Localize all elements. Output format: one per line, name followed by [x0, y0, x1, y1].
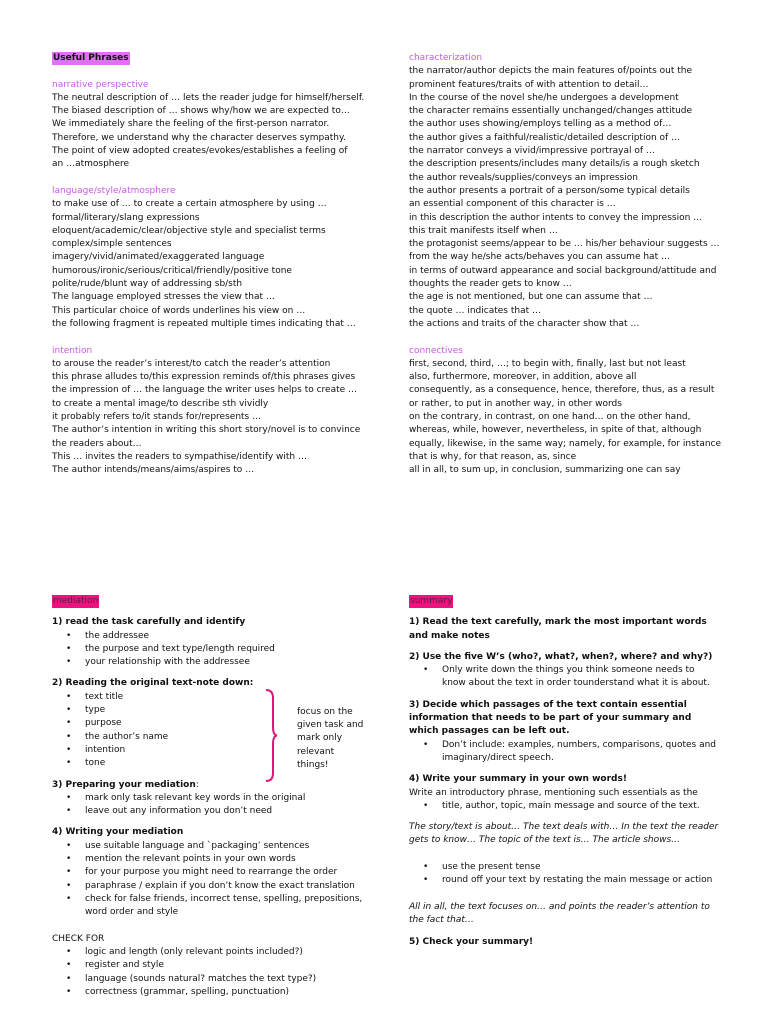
- phrase-line: The neutral description of … lets the reader judge for himself/herself.: [52, 92, 365, 103]
- phrase-line: whereas, while, however, nevertheless, in spite of that, although: [409, 425, 702, 436]
- phrase-line: it probably refers to/it stands for/represents …: [52, 412, 262, 423]
- phrase-line: an essential component of this character is …: [409, 199, 616, 210]
- phrase-line: to arouse the reader’s interest/to catch the reader’s attention: [52, 358, 331, 369]
- phrase-line: the readers about…: [52, 438, 142, 449]
- useful-phrases-title: Useful Phrases: [53, 53, 129, 63]
- summary-step-4-intro: Write an introductory phrase, mentioning such essentials as the: [409, 787, 698, 798]
- summary-step-3-heading: 3) Decide which passages of the text contain essential information that needs to be part of your summary and which passages can be left out.: [409, 699, 692, 737]
- useful-phrases-right-column: [409, 52, 729, 478]
- phrase-line: first, second, third, …; to begin with, finally, last but not least: [409, 358, 686, 369]
- continuation-text: word order and style: [85, 907, 179, 918]
- list-item: • paraphrase / explain if you don’t know the exact translation: [85, 880, 382, 893]
- phrase-line: humorous/ironic/serious/critical/friendly/positive tone: [52, 265, 292, 276]
- mediation-step-2-heading: 2) Reading the original text-note down:: [52, 678, 254, 689]
- phrase-line: The author’s intention in writing this short story/novel is to convince: [52, 425, 361, 436]
- phrase-line: an …atmosphere: [52, 159, 130, 170]
- phrase-line: The author intends/means/aims/aspires to …: [52, 465, 255, 476]
- phrase-line: the quote … indicates that …: [409, 305, 541, 316]
- phrase-line: on the contrary, in contrast, on one hand… on the other hand,: [409, 412, 691, 423]
- phrase-line: This … invites the readers to sympathise/identify with …: [52, 451, 307, 462]
- list-item: • text title: [85, 691, 382, 704]
- list-item: • tone: [85, 757, 382, 770]
- list-item: • round off your text by restating the main message or action: [442, 874, 719, 887]
- connectives-heading: connectives: [409, 345, 463, 356]
- summary-step-4-heading: 4) Write your summary in your own words!: [409, 774, 627, 785]
- list-item: • the addressee: [85, 630, 382, 643]
- list-item: • the purpose and text type/length required: [85, 643, 382, 656]
- list-item: • for your purpose you might need to rearrange the order: [85, 866, 382, 879]
- summary-example-intro: The story/text is about… The text deals with… In the text the reader gets to know… The topic of the text is… The article shows…: [409, 822, 719, 846]
- phrase-line: in this description the author intents to convey the impression …: [409, 212, 703, 223]
- phrase-line: thoughts the reader gets to know …: [409, 279, 572, 290]
- phrase-line: that is why, for that reason, as, since: [409, 451, 577, 462]
- list-item: • type: [85, 704, 382, 717]
- list-item: • use suitable language and `packaging’ sentences: [85, 840, 382, 853]
- phrase-line: Therefore, we understand why the character deserves sympathy.: [52, 132, 346, 143]
- summary-step-1: 1) Read the text carefully, mark the most important words and make notes: [409, 617, 707, 641]
- list-item-continuation: [85, 906, 382, 919]
- list-item: • correctness (grammar, spelling, punctuation): [85, 986, 382, 999]
- phrase-line: the narrator conveys a vivid/impressive portrayal of …: [409, 146, 655, 157]
- phrase-line: the author uses showing/employs telling as a method of…: [409, 119, 672, 130]
- phrase-line: from the way he/she acts/behaves you can assume hat …: [409, 252, 670, 263]
- phrase-line: the narrator/author depicts the main features of/points out the: [409, 66, 692, 77]
- mediation-step-4-heading: 4) Writing your mediation: [52, 827, 184, 838]
- list-item: • leave out any information you don’t need: [85, 805, 382, 818]
- phrase-line: to create a mental image/to describe sth vividly: [52, 398, 269, 409]
- list-item: • use the present tense: [442, 861, 719, 874]
- phrase-line: polite/rude/blunt way of addressing sb/sth: [52, 279, 243, 290]
- list-item: • title, author, topic, main message and source of the text.: [442, 800, 719, 813]
- phrase-line: or rather, to put in another way, in other words: [409, 398, 622, 409]
- phrase-line: the description presents/includes many details/is a rough sketch: [409, 159, 700, 170]
- summary-step-4-list: [409, 800, 719, 813]
- mediation-section: [52, 595, 382, 999]
- summary-section: [409, 595, 719, 949]
- list-item: • register and style: [85, 959, 382, 972]
- summary-step-3-list: [409, 739, 719, 766]
- phrase-line: the age is not mentioned, but one can assume that …: [409, 292, 653, 303]
- intention-list: [52, 358, 372, 478]
- list-item: • Don’t include: examples, numbers, comparisons, quotes and imaginary/direct speech.: [442, 739, 719, 766]
- mediation-step-2-group: [52, 691, 382, 771]
- list-item: • the author’s name: [85, 731, 382, 744]
- list-item: • intention: [85, 744, 382, 757]
- list-item: • check for false friends, incorrect tense, spelling, prepositions,: [85, 893, 382, 906]
- phrase-line: prominent features/traits of with attention to detail…: [409, 79, 649, 90]
- mediation-step-3-heading-row: [52, 779, 382, 792]
- useful-phrases-left-column: [52, 52, 372, 478]
- phrase-line: The language employed stresses the view that …: [52, 292, 275, 303]
- phrase-line: the actions and traits of the character show that …: [409, 318, 640, 329]
- list-item: • language (sounds natural? matches the text type?): [85, 973, 382, 986]
- phrase-line: the following fragment is repeated multiple times indicating that …: [52, 318, 356, 329]
- phrase-line: The biased description of … shows why/how we are expected to…: [52, 106, 350, 117]
- language-heading: language/style/atmosphere: [52, 185, 176, 196]
- characterization-list: [409, 65, 729, 331]
- phrase-line: complex/simple sentences: [52, 239, 172, 250]
- summary-tips-list: [409, 861, 719, 888]
- list-item: • your relationship with the addressee: [85, 656, 382, 669]
- list-item: • mention the relevant points in your own words: [85, 853, 382, 866]
- phrase-line: the protagonist seems/appear to be … his/her behaviour suggests …: [409, 239, 720, 250]
- summary-step-2-list: [409, 664, 719, 691]
- phrase-line: the impression of … the language the writer uses helps to create …: [52, 385, 358, 396]
- phrase-line: the author presents a portrait of a person/some typical details: [409, 185, 690, 196]
- phrase-line: this trait manifests itself when …: [409, 225, 558, 236]
- summary-example-outro: All in all, the text focuses on… and points the reader’s attention to the fact that…: [409, 901, 710, 926]
- list-item: • Only write down the things you think someone needs to know about the text in order tounderstand what it is about.: [442, 664, 719, 691]
- curly-brace-icon: [264, 688, 278, 783]
- narrative-heading: narrative perspective: [52, 79, 149, 90]
- focus-note: focus on the given task and mark only relevant things!: [297, 706, 364, 770]
- phrase-line: consequently, as a consequence, hence, therefore, thus, as a result: [409, 385, 715, 396]
- phrase-line: In the course of the novel she/he undergoes a development: [409, 92, 679, 103]
- characterization-heading: characterization: [409, 53, 483, 63]
- list-item: • logic and length (only relevant points included?): [85, 946, 382, 959]
- phrase-line: this phrase alludes to/this expression reminds of/this phrases gives: [52, 372, 356, 383]
- phrase-line: in terms of outward appearance and social background/attitude and: [409, 265, 717, 276]
- mediation-step-3-heading: 3) Preparing your mediation: [52, 779, 196, 790]
- mediation-step-3-list: [52, 792, 382, 819]
- check-for-list: [52, 946, 382, 999]
- mediation-step-1-heading: 1) read the task carefully and identify: [52, 617, 246, 628]
- phrase-line: to make use of … to create a certain atmosphere by using …: [52, 199, 327, 210]
- phrase-line: the character remains essentially unchanged/changes attitude: [409, 106, 693, 117]
- phrase-line: also, furthermore, moreover, in addition, above all: [409, 372, 637, 383]
- summary-step-5: 5) Check your summary!: [409, 936, 534, 947]
- mediation-title: mediation: [53, 596, 99, 606]
- phrase-line: formal/literary/slang expressions: [52, 212, 200, 223]
- language-list: [52, 198, 372, 331]
- phrase-line: all in all, to sum up, in conclusion, summarizing one can say: [409, 465, 681, 476]
- list-item: • mark only task relevant key words in the original: [85, 792, 382, 805]
- connectives-list: [409, 358, 729, 478]
- summary-step-2-heading: 2) Use the five W’s (who?, what?, when?, where? and why?): [409, 651, 713, 662]
- intention-heading: intention: [52, 345, 93, 356]
- phrase-line: The point of view adopted creates/evokes/establishes a feeling of: [52, 146, 348, 157]
- mediation-step-4-list: [52, 840, 382, 920]
- phrase-line: the author gives a faithful/realistic/detailed description of …: [409, 132, 681, 143]
- mediation-step-3-colon: :: [195, 779, 199, 790]
- summary-title: summary: [410, 596, 453, 606]
- phrase-line: imagery/vivid/animated/exaggerated language: [52, 252, 265, 263]
- narrative-list: [52, 92, 372, 172]
- phrase-line: equally, likewise, in the same way; namely, for example, for instance: [409, 438, 722, 449]
- phrase-line: This particular choice of words underlines his view on …: [52, 305, 306, 316]
- check-for-heading: CHECK FOR: [52, 933, 105, 944]
- phrase-line: eloquent/academic/clear/objective style and specialist terms: [52, 225, 326, 236]
- phrase-line: the author reveals/supplies/conveys an impression: [409, 172, 638, 183]
- mediation-step-1-list: [52, 630, 382, 670]
- phrase-line: We immediately share the feeling of the first-person narrator.: [52, 119, 330, 130]
- list-item: • purpose: [85, 717, 382, 730]
